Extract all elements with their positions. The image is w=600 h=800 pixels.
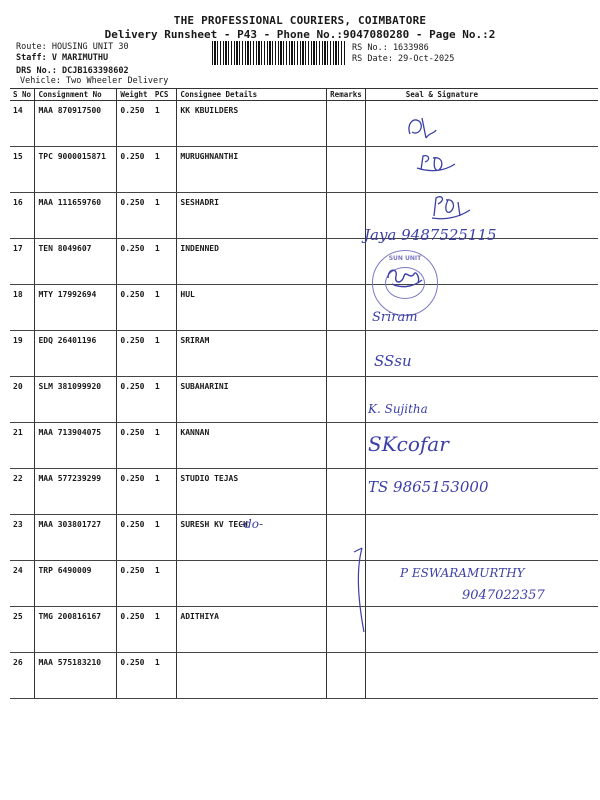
handwriting-25-name: P ESWARAMURTHY (400, 566, 525, 580)
barcode (212, 41, 346, 65)
cell-signature (365, 653, 598, 699)
handwriting-20: SSsu (374, 352, 412, 370)
cell-pcs: 1 (152, 607, 177, 653)
cell-weight: 0.250 (117, 147, 152, 193)
cell-weight: 0.250 (117, 423, 152, 469)
handwriting-19: Sriram (372, 310, 418, 325)
vehicle-label: Vehicle: Two Wheeler Delivery (20, 76, 169, 86)
cell-remarks (327, 423, 366, 469)
cell-signature (365, 147, 598, 193)
cell-consignee: SUBAHARINI (177, 377, 327, 423)
cell-sno: 17 (10, 239, 35, 285)
cell-remarks (327, 377, 366, 423)
cell-weight: 0.250 (117, 193, 152, 239)
cell-pcs: 1 (152, 423, 177, 469)
col-consignment: Consignment No (35, 89, 117, 101)
drs-number: DRS No.: DCJB163398602 (16, 66, 129, 76)
cell-consignment: EDQ 26401196 (35, 331, 117, 377)
cell-weight: 0.250 (117, 377, 152, 423)
table-row (10, 285, 598, 331)
seal-stamp: SUN UNIT (372, 250, 438, 316)
cell-sno: 23 (10, 515, 35, 561)
cell-pcs: 1 (152, 331, 177, 377)
cell-remarks (327, 653, 366, 699)
cell-consignee: KK KBUILDERS (177, 101, 327, 147)
col-weight: Weight (117, 89, 152, 101)
cell-remarks (327, 147, 366, 193)
cell-sno: 19 (10, 331, 35, 377)
cell-remarks (327, 193, 366, 239)
table-row (10, 515, 598, 561)
col-signature: Seal & Signature (365, 89, 598, 101)
cell-pcs: 1 (152, 653, 177, 699)
cell-weight: 0.250 (117, 653, 152, 699)
cell-consignment: TEN 8049607 (35, 239, 117, 285)
col-consignee: Consignee Details (177, 89, 327, 101)
cell-consignee: HUL (177, 285, 327, 331)
cell-consignee: ADITHIYA (177, 607, 327, 653)
cell-weight: 0.250 (117, 101, 152, 147)
table-row (10, 193, 598, 239)
cell-weight: 0.250 (117, 285, 152, 331)
table-header-row (10, 89, 598, 101)
cell-sno: 15 (10, 147, 35, 193)
handwriting-23: TS 9865153000 (368, 478, 489, 496)
cell-sno: 26 (10, 653, 35, 699)
handwriting-17: Jaya 9487525115 (364, 226, 497, 244)
cell-consignment: TPC 9000015871 (35, 147, 117, 193)
cell-weight: 0.250 (117, 239, 152, 285)
col-sno: S No (10, 89, 35, 101)
cell-sno: 20 (10, 377, 35, 423)
cell-signature (365, 607, 598, 653)
cell-consignment: MAA 111659760 (35, 193, 117, 239)
staff-label: Staff: V MARIMUTHU (16, 53, 109, 63)
cell-sno: 16 (10, 193, 35, 239)
col-pcs: PCS (152, 89, 177, 101)
cell-consignee: SRIRAM (177, 331, 327, 377)
cell-pcs: 1 (152, 101, 177, 147)
cell-weight: 0.250 (117, 469, 152, 515)
runsheet-subtitle: Delivery Runsheet - P43 - Phone No.:9047080280 - Page No.:2 (104, 28, 496, 41)
table-row (10, 423, 598, 469)
table-row (10, 653, 598, 699)
cell-pcs: 1 (152, 239, 177, 285)
table-row (10, 331, 598, 377)
table-row (10, 607, 598, 653)
cell-sno: 22 (10, 469, 35, 515)
cell-sno: 21 (10, 423, 35, 469)
handwriting-25-phone: 9047022357 (462, 588, 545, 603)
cell-pcs: 1 (152, 469, 177, 515)
cell-consignee: INDENNED (177, 239, 327, 285)
cell-consignment: SLM 381099920 (35, 377, 117, 423)
cell-sno: 14 (10, 101, 35, 147)
rs-date: RS Date: 29-Oct-2025 (352, 54, 455, 64)
cell-consignment: TRP 6490009 (35, 561, 117, 607)
cell-pcs: 1 (152, 561, 177, 607)
handwriting-22: SKcofar (368, 432, 449, 456)
cell-pcs: 1 (152, 377, 177, 423)
route-label: Route: HOUSING UNIT 30 (16, 42, 129, 52)
cell-remarks (327, 101, 366, 147)
cell-remarks (327, 285, 366, 331)
runsheet-table (10, 88, 598, 699)
handwriting-24: -do- (240, 517, 264, 531)
cell-weight: 0.250 (117, 331, 152, 377)
handwriting-21: K. Sujitha (368, 402, 428, 416)
cell-sno: 24 (10, 561, 35, 607)
cell-consignee (177, 653, 327, 699)
signature-16 (428, 190, 473, 222)
cell-consignee: SESHADRI (177, 193, 327, 239)
col-remarks: Remarks (327, 89, 366, 101)
table-row (10, 239, 598, 285)
cell-consignment: MAA 870917500 (35, 101, 117, 147)
cell-weight: 0.250 (117, 515, 152, 561)
cell-consignee: SURESH KV TECH (177, 515, 327, 561)
cell-pcs: 1 (152, 147, 177, 193)
cell-weight: 0.250 (117, 607, 152, 653)
cell-remarks (327, 331, 366, 377)
company-title: THE PROFESSIONAL COURIERS, COIMBATORE (173, 14, 427, 27)
cell-consignment: MAA 577239299 (35, 469, 117, 515)
cell-consignment: MTY 17992694 (35, 285, 117, 331)
cell-consignee: MURUGHNANTHI (177, 147, 327, 193)
bracket-mark (340, 540, 400, 640)
cell-consignee: STUDIO TEJAS (177, 469, 327, 515)
cell-weight: 0.250 (117, 561, 152, 607)
cell-signature (365, 515, 598, 561)
rs-number: RS No.: 1633986 (352, 43, 429, 53)
table-row (10, 377, 598, 423)
cell-remarks (327, 239, 366, 285)
cell-consignment: TMG 200816167 (35, 607, 117, 653)
signature-18 (384, 262, 424, 292)
cell-pcs: 1 (152, 515, 177, 561)
table-row (10, 469, 598, 515)
cell-consignment: MAA 303801727 (35, 515, 117, 561)
cell-sno: 25 (10, 607, 35, 653)
cell-pcs: 1 (152, 285, 177, 331)
cell-consignment: MAA 575183210 (35, 653, 117, 699)
table-row (10, 147, 598, 193)
table-row (10, 101, 598, 147)
cell-consignee: KANNAN (177, 423, 327, 469)
signature-15 (415, 150, 460, 176)
cell-remarks (327, 469, 366, 515)
cell-consignee (177, 561, 327, 607)
signature-14 (400, 112, 440, 142)
cell-consignment: MAA 713904075 (35, 423, 117, 469)
cell-sno: 18 (10, 285, 35, 331)
cell-pcs: 1 (152, 193, 177, 239)
